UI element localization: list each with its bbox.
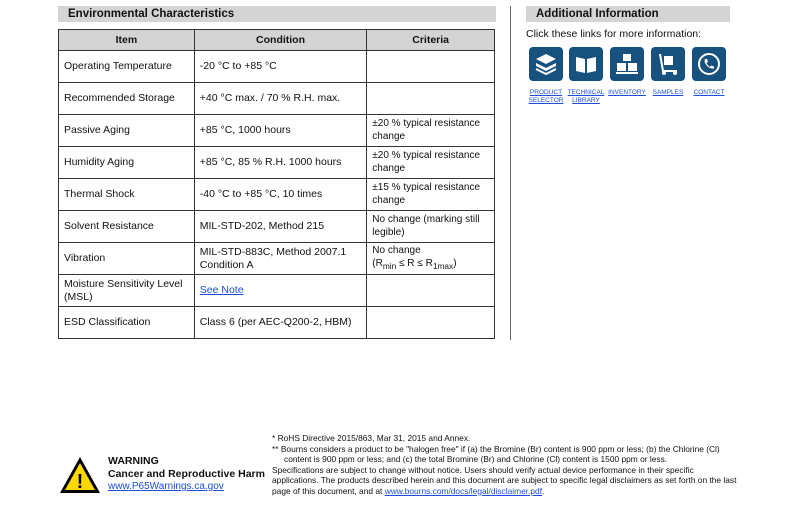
condition-cell: MIL-STD-202, Method 215 <box>194 211 367 243</box>
item-cell: Passive Aging <box>59 115 195 147</box>
contact-label[interactable]: CONTACT <box>693 89 725 96</box>
condition-cell: -40 °C to +85 °C, 10 times <box>194 179 367 211</box>
formula-part: ) <box>453 257 457 269</box>
additional-info-section-title: Additional Information <box>526 6 730 22</box>
item-cell: Operating Temperature <box>59 51 195 83</box>
criteria-line1: No change <box>372 245 421 256</box>
criteria-cell: ±15 % typical resistance change <box>367 179 495 211</box>
criteria-cell <box>367 275 495 307</box>
additional-info-intro: Click these links for more information: <box>526 28 702 40</box>
product-selector-link[interactable] <box>527 47 565 105</box>
technical-library-icon[interactable] <box>569 47 603 81</box>
footnote-spec-2: applications. The products described herein and this document are subject to specific legal disclaimers as set forth on the last <box>272 475 737 485</box>
table-row <box>59 83 495 115</box>
item-cell: Humidity Aging <box>59 147 195 179</box>
table-row <box>59 211 495 243</box>
technical-library-label-1[interactable]: TECHNICAL <box>567 89 605 96</box>
formula-part: ≤ R ≤ R <box>396 257 433 269</box>
table-row <box>59 307 495 339</box>
item-cell: Thermal Shock <box>59 179 195 211</box>
footnote-halogen-1: ** Bourns considers a product to be "halogen free" if (a) the Bromine (Br) content is 900 ppm or less; (b) the Chlorine (Cl) <box>272 443 720 454</box>
contact-link[interactable] <box>690 47 728 97</box>
footnote-spec-3-text: page of this document, and at <box>272 485 385 496</box>
condition-cell <box>194 275 367 307</box>
criteria-cell <box>367 51 495 83</box>
table-row <box>59 51 495 83</box>
inventory-icon[interactable] <box>610 47 644 81</box>
item-cell: Recommended Storage <box>59 83 195 115</box>
technical-library-link[interactable] <box>567 47 605 105</box>
footnote-spec-1: Specifications are subject to change without notice. Users should verify actual device performance in their specific <box>272 464 694 475</box>
criteria-formula <box>372 258 456 269</box>
samples-label[interactable]: SAMPLES <box>652 89 684 96</box>
inventory-label[interactable]: INVENTORY <box>608 89 646 96</box>
disclaimer-link[interactable]: www.bourns.com/docs/legal/disclaimer.pdf <box>384 485 543 496</box>
footnotes <box>272 433 742 496</box>
warning-symbol: ! <box>76 471 84 493</box>
footnote-spec-3 <box>272 486 742 497</box>
environmental-section-title: Environmental Characteristics <box>58 6 496 22</box>
table-row <box>59 243 495 275</box>
criteria-cell <box>367 307 495 339</box>
footnote-halogen-2: content is 900 ppm or less; and (c) the total Bromine (Br) and Chlorine (Cl) content is 1500 ppm or less. <box>284 454 668 464</box>
table-row <box>59 147 495 179</box>
environmental-table <box>58 29 495 339</box>
table-row <box>59 179 495 211</box>
header-criteria: Criteria <box>367 30 495 51</box>
condition-cell: +85 °C, 85 % R.H. 1000 hours <box>194 147 367 179</box>
warning-subtitle: Cancer and Reproductive Harm <box>108 467 265 480</box>
criteria-cell <box>367 83 495 115</box>
inventory-link[interactable] <box>608 47 646 97</box>
formula-sub-max: 1max <box>432 260 454 271</box>
see-note-link[interactable]: See Note <box>199 284 244 297</box>
samples-link[interactable] <box>649 47 687 97</box>
criteria-cell <box>367 243 495 275</box>
formula-part: (R <box>372 257 383 269</box>
table-header-row <box>59 30 495 51</box>
header-condition: Condition <box>194 30 367 51</box>
footnote-spec-3-end: . <box>542 485 545 496</box>
column-divider <box>510 6 511 340</box>
item-cell: Vibration <box>59 243 195 275</box>
table-row <box>59 275 495 307</box>
info-links <box>527 47 727 117</box>
formula-sub-min: min <box>382 260 397 271</box>
condition-cell: +40 °C max. / 70 % R.H. max. <box>194 83 367 115</box>
item-cell: Solvent Resistance <box>59 211 195 243</box>
product-selector-label-1[interactable]: PRODUCT <box>529 89 563 96</box>
criteria-cell: ±20 % typical resistance change <box>367 115 495 147</box>
footnote-rohs: * RoHS Directive 2015/863, Mar 31, 2015 and Annex. <box>272 433 471 443</box>
product-selector-label-2[interactable]: SELECTOR <box>528 97 564 104</box>
samples-icon[interactable] <box>651 47 685 81</box>
item-cell: ESD Classification <box>59 307 195 339</box>
contact-icon[interactable] <box>692 47 726 81</box>
condition-cell: Class 6 (per AEC-Q200-2, HBM) <box>194 307 367 339</box>
item-cell: Moisture Sensitivity Level (MSL) <box>59 275 195 307</box>
prop65-warning <box>58 453 268 499</box>
criteria-cell: ±20 % typical resistance change <box>367 147 495 179</box>
condition-cell: +85 °C, 1000 hours <box>194 115 367 147</box>
warning-title: WARNING <box>108 455 159 467</box>
header-item: Item <box>59 30 195 51</box>
p65-warnings-link[interactable]: www.P65Warnings.ca.gov <box>108 481 224 492</box>
warning-text <box>108 455 265 494</box>
table-row <box>59 115 495 147</box>
criteria-cell: No change (marking still legible) <box>367 211 495 243</box>
condition-cell: MIL-STD-883C, Method 2007.1 Condition A <box>194 243 367 275</box>
product-selector-icon[interactable] <box>529 47 563 81</box>
condition-cell: -20 °C to +85 °C <box>194 51 367 83</box>
technical-library-label-2[interactable]: LIBRARY <box>572 97 600 104</box>
warning-triangle-icon <box>58 455 102 495</box>
